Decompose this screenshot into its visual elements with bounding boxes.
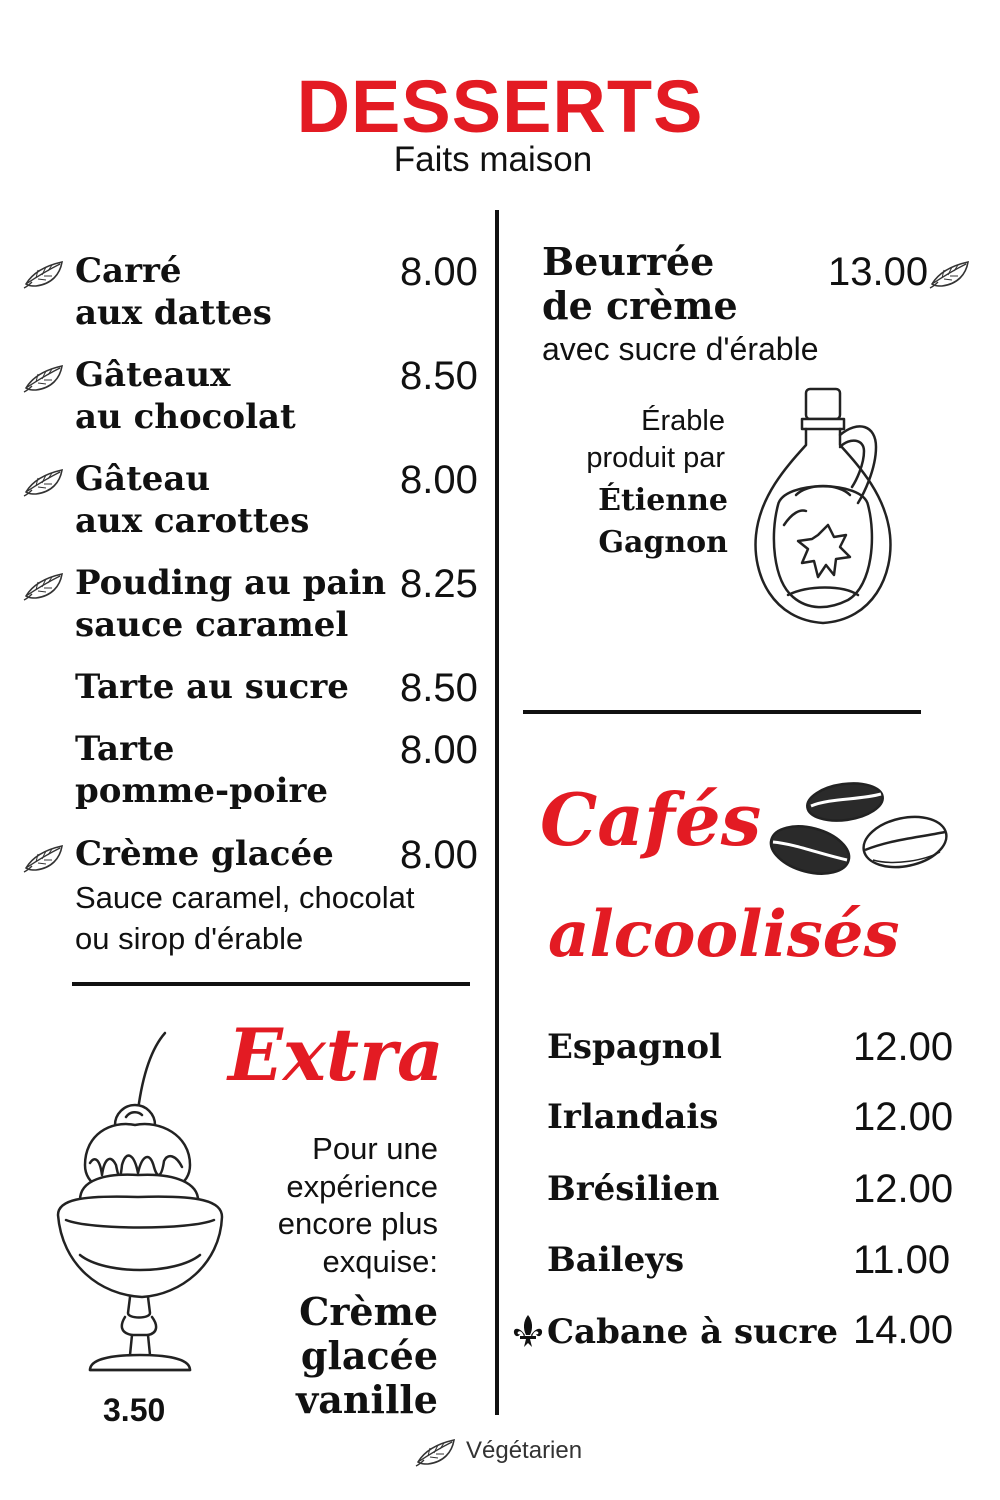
page-title: DESSERTS [296,65,704,148]
vegetarian-legend-label: Végétarien [466,1437,583,1464]
cafe-name: Brésilien [547,1169,720,1209]
page-subtitle: Faits maison [393,140,593,179]
leaf-icon [928,256,978,290]
cafe-name: Cabane à sucre [547,1312,839,1352]
section-divider [72,982,470,986]
column-divider [495,210,499,1415]
dessert-price: 8.00 [400,250,478,294]
dessert-price: 8.50 [400,666,478,710]
extra-text: Pour une expérience encore plus exquise: [277,1131,438,1279]
cafe-name: Espagnol [547,1027,722,1067]
dessert-name: Gâteaux au chocolat [75,355,296,437]
producer-intro: Érable produit par [586,405,725,474]
dessert-name: Tarte au sucre [75,667,349,707]
leaf-icon [22,840,72,874]
extra-title: Extra [228,1012,444,1097]
dessert-price: 8.00 [400,833,478,877]
dessert-name: Tarte pomme-poire [75,729,329,811]
section-divider [523,710,921,714]
dessert-description: Sauce caramel, chocolat ou sirop d'érable [75,880,415,956]
sundae-icon [50,1025,240,1385]
cafe-price: 14.00 [853,1308,954,1352]
cafe-name: Irlandais [547,1097,719,1137]
dessert-price: 8.00 [400,728,478,772]
beurree-price: 13.00 [828,250,929,294]
fleur-de-lis-icon [512,1313,544,1351]
beurree-name: Beurrée de crème [542,239,738,328]
dessert-price: 8.50 [400,354,478,398]
beurree-description: avec sucre d'érable [542,331,819,367]
coffee-beans-icon [765,780,955,890]
cafe-price: 12.00 [853,1167,954,1211]
leaf-icon [22,568,72,602]
leaf-icon [22,464,72,498]
cafe-price: 11.00 [853,1238,951,1282]
cafe-price: 12.00 [853,1025,954,1069]
leaf-icon [22,360,72,394]
leaf-icon [414,1434,464,1468]
cafe-name: Baileys [547,1240,685,1280]
producer-name: Étienne Gagnon [598,483,728,560]
cafe-price: 12.00 [853,1095,954,1139]
dessert-price: 8.00 [400,458,478,502]
leaf-icon [22,256,72,290]
maple-syrup-bottle-icon [748,385,898,630]
extra-price: 3.50 [103,1392,166,1428]
cafes-title-line1: Cafés [540,777,762,862]
dessert-name: Crème glacée [75,834,334,874]
dessert-name: Pouding au pain sauce caramel [75,563,387,645]
dessert-price: 8.25 [400,562,478,606]
extra-item: Crème glacée vanille [296,1289,438,1422]
dessert-name: Gâteau aux carottes [75,459,310,541]
dessert-name: Carré aux dattes [75,251,272,333]
cafes-title-line2: alcoolisés [548,897,900,972]
